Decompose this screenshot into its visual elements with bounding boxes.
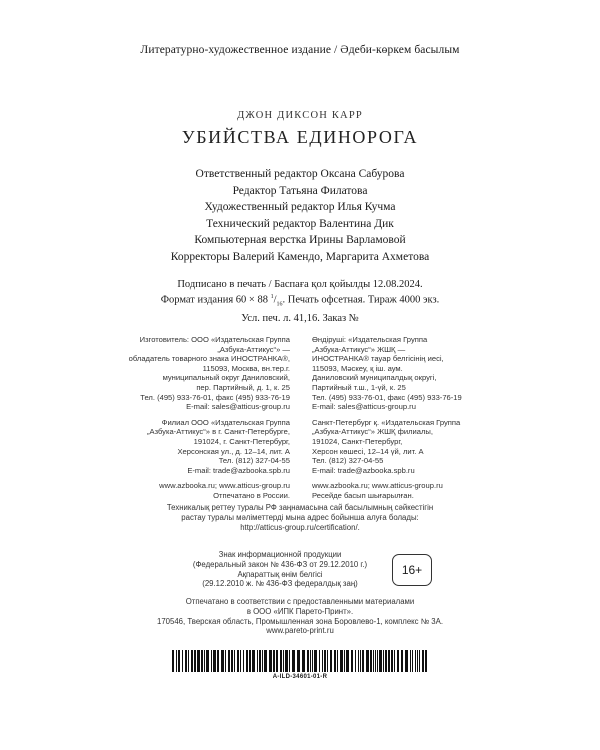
author-name: ДЖОН ДИКСОН КАРР: [237, 110, 363, 121]
sheets-order-line: Усл. печ. л. 41,16. Заказ №: [241, 312, 359, 324]
print-info: [0, 278, 600, 325]
text-line: ИНОСТРАНКА® тауар белгісінің иесі,: [312, 354, 444, 364]
text-line: обладатель товарного знака ИНОСТРАНКА®,: [128, 354, 290, 364]
format-suffix: . Печать офсетная. Тираж 4000 экз.: [282, 294, 440, 306]
text-line: Филиал ООО «Издательская Группа: [161, 417, 290, 427]
text-line: Отпечатано в соответствии с предоставленными материалами: [185, 597, 415, 606]
web-block: [120, 481, 290, 500]
text-line: http://atticus-group.ru/certification/.: [240, 522, 360, 532]
text-line: пер. Партийный, д. 1, к. 25: [196, 382, 290, 392]
text-line: E-mail: sales@atticus-group.ru: [186, 402, 290, 412]
text-line: Санкт-Петербург қ. «Издательская Группа: [312, 417, 461, 427]
text-line: в ООО «ИПК Парето-Принт».: [246, 606, 354, 616]
publisher-info-kz: [312, 335, 502, 507]
format-prefix: Формат издания 60 × 88: [160, 294, 268, 306]
credit-line: Корректоры Валерий Камендо, Маргарита Ахметова: [170, 250, 430, 263]
text-line: www.azbooka.ru; www.atticus-group.ru: [159, 481, 290, 491]
text-line: Ресейде басып шығарылған.: [312, 490, 414, 500]
printing-house-note: [0, 597, 600, 636]
text-line: „Азбука-Аттикус“» ЖШҚ —: [312, 344, 406, 354]
credit-line: Компьютерная верстка Ирины Варламовой: [194, 234, 406, 246]
text-line: 191024, г. Санкт-Петербург,: [193, 436, 290, 446]
publisher-info-ru: [120, 335, 290, 507]
text-line: E-mail: trade@azbooka.spb.ru: [312, 465, 415, 475]
technical-regulation-note: [0, 503, 600, 532]
text-line: Партийный т.ш., 1-үй, к. 25: [312, 382, 406, 392]
text-line: Тел. (495) 933-76-01, факс (495) 933-76-19: [312, 392, 462, 402]
credit-line: Ответственный редактор Оксана Сабурова: [195, 168, 405, 180]
text-line: Тел. (495) 933-76-01, факс (495) 933-76-19: [140, 392, 290, 402]
text-line: Өндіруші: «Издательская Группа: [312, 335, 428, 344]
text-line: 115093, Мәскеу, қ іш. аум.: [312, 363, 403, 373]
maker-block: [312, 335, 502, 412]
barcode-label: A-ILD-34601-01-R: [272, 674, 328, 680]
signed-to-print-line: Подписано в печать / Баспаға қол қойылды 12.08.2024.: [177, 279, 423, 290]
text-line: „Азбука-Аттикус“» ЖШҚ филиалы,: [312, 427, 433, 437]
text-line: Изготовитель: ООО «Издательская Группа: [139, 335, 290, 344]
barcode-icon: [172, 650, 428, 672]
format-denominator: 16: [276, 301, 283, 308]
text-line: Ақпараттық өнім белгісі: [237, 569, 323, 579]
text-line: Херсонская ул., д. 12–14, лит. А: [177, 446, 290, 456]
text-line: 191024, Санкт-Петербург,: [312, 436, 403, 446]
text-line: 115093, Москва, вн.тер.г.: [202, 363, 290, 373]
information-sign-note: [0, 550, 580, 589]
text-line: (29.12.2010 ж. № 436-ФЗ федералдық заң): [202, 579, 358, 589]
text-line: „Азбука-Аттикус“» —: [217, 344, 290, 354]
text-line: Тел. (812) 327-04-55: [312, 456, 384, 466]
age-rating-badge: 16+: [392, 554, 432, 586]
edition-type-line: Литературно-художественное издание / Әдеби-көркем басылым: [140, 44, 460, 56]
credit-line: Технический редактор Валентина Дик: [206, 217, 394, 230]
text-line: www.pareto-print.ru: [266, 626, 334, 636]
text-line: (Федеральный закон № 436-ФЗ от 29.12.2010 г.): [192, 559, 368, 569]
credit-line: Редактор Татьяна Филатова: [232, 184, 368, 197]
credit-line: Художественный редактор Илья Кучма: [204, 201, 396, 213]
text-line: Отпечатано в России.: [213, 490, 290, 500]
text-line: растау туралы мәліметтерді мына адрес бойынша алуға болады:: [181, 512, 419, 522]
text-line: E-mail: trade@azbooka.spb.ru: [187, 465, 290, 475]
text-line: Даниловский муниципалдық округі,: [312, 373, 437, 383]
text-line: Знак информационной продукции: [218, 550, 342, 559]
text-line: www.azbooka.ru; www.atticus-group.ru: [312, 481, 443, 491]
text-line: Техникалық реттеу туралы РФ заңнамасына сай басылымның сәйкестігін: [166, 503, 434, 512]
branch-block: [312, 418, 502, 476]
text-line: „Азбука-Аттикус“» в г. Санкт-Петербурге,: [146, 427, 290, 437]
branch-block: [120, 418, 290, 476]
web-block: [312, 481, 502, 500]
text-line: E-mail: sales@atticus-group.ru: [312, 402, 416, 412]
text-line: муниципальный округ Даниловский,: [162, 373, 290, 383]
editorial-credits: [0, 166, 600, 265]
text-line: Тел. (812) 327-04-55: [218, 456, 290, 466]
format-line: Формат издания 60 × 88 $^1/_{16}$. Печать офсетная. Тираж 4000 экз.: [160, 294, 440, 308]
book-title: УБИЙСТВА ЕДИНОРОГА: [181, 127, 419, 147]
text-line: 170546, Тверская область, Промышленная зона Боровлево-1, комплекс № 3А.: [157, 616, 443, 626]
maker-block: [120, 335, 290, 412]
text-line: Херсон көшесі, 12–14 үй, лит. А: [312, 446, 424, 456]
format-numerator: 1: [270, 294, 274, 300]
